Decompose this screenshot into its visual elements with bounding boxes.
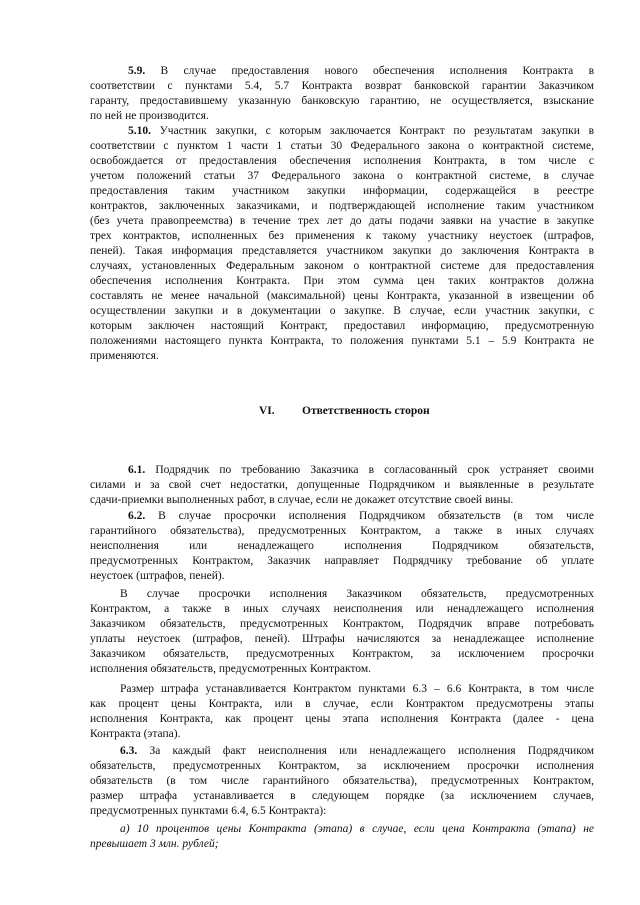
clause-number: 6.3.: [120, 745, 138, 757]
clause-number: 6.1.: [128, 464, 146, 476]
paragraph-6-2c-line-1: Размер штрафа устанавливается Контрактом пунктами 6.3 – 6.6 Контракта, в том числе: [120, 683, 594, 695]
section-heading-number: VI.: [259, 405, 275, 417]
paragraph-5-10-line-16: применяются.: [90, 350, 159, 362]
subclause-a-line-1: а) 10 процентов цены Контракта (этапа) в случае, если цена Контракта (этапа) не: [120, 823, 594, 835]
paragraph-5-10-line-9: пеней). Такая информация представляется участником закупки до заключения Контракта в: [90, 245, 594, 257]
clause-number: 6.2.: [128, 510, 146, 522]
paragraph-6-3-line-4: размер штрафа устанавливается в следующем порядке (за исключением случаев,: [90, 790, 594, 802]
clause-number: 5.10.: [128, 125, 151, 137]
paragraph-6-3-line-5: предусмотренных пунктами 6.4, 6.5 Контракта):: [90, 805, 327, 817]
paragraph-5-10-line-15: положениями настоящего пункта Контракта, то положения пунктами 5.1 – 5.9 Контракта не: [90, 335, 594, 347]
paragraph-5-10-line-12: составлять не менее начальной (максимальной) цены Контракта, указанной в извещении об: [90, 290, 594, 302]
paragraph-6-1-line-2: силами и за свой счет недостатки, допущенные Подрядчиком и выявленные в результате: [90, 479, 594, 491]
paragraph-6-3-line-2: обязательств, предусмотренных Контрактом, за исключением просрочки исполнения: [90, 760, 594, 772]
paragraph-5-9-line-3: гаранту, предоставившему указанную банковскую гарантию, не осуществляется, взыскание: [90, 95, 594, 107]
paragraph-6-2-line-3: неисполнения или ненадлежащего исполнения Подрядчиком обязательств,: [90, 540, 594, 552]
paragraph-5-9-line-2: соответствии с пунктами 5.4, 5.7 Контракта возврат банковской гарантии Заказчиком: [90, 80, 594, 92]
paragraph-6-2-line-1: 6.2. В случае просрочки исполнения Подрядчиком обязательств (в том числе: [128, 510, 594, 522]
paragraph-5-10-line-6: контрактов, заключенных заказчиками, и подтверждающей исполнение таким участником: [90, 200, 594, 212]
paragraph-6-2c-line-3: исполнения Контракта, как процент цены этапа исполнения Контракта (далее - цена: [90, 713, 594, 725]
paragraph-5-10-line-11: обеспечения исполнения Контракта. При этом сумма цен таких контрактов должна: [90, 275, 594, 287]
paragraph-6-2b-line-2: Контрактом, а также в иных случаях неисполнения или ненадлежащего исполнения: [90, 603, 594, 615]
paragraph-6-1-line-1: 6.1. Подрядчик по требованию Заказчика в согласованный срок устраняет своими: [128, 464, 594, 476]
subclause-a-line-2: превышает 3 млн. рублей;: [90, 838, 219, 850]
paragraph-6-2b-line-1: В случае просрочки исполнения Заказчиком обязательств, предусмотренных: [120, 588, 594, 600]
paragraph-6-2b-line-5: Заказчиком обязательств, предусмотренных Контрактом, за исключением просрочки: [90, 648, 594, 660]
paragraph-5-9-line-4: по ней не производится.: [90, 110, 209, 122]
paragraph-5-9-line-1: 5.9. В случае предоставления нового обеспечения исполнения Контракта в: [128, 65, 595, 77]
paragraph-5-10-line-13: осуществлении закупки и в документации о закупке. В случае, если участник закупки, с: [90, 305, 594, 317]
paragraph-5-10-line-8: трех контрактов, исполненных без применения к такому участнику неустоек (штрафов,: [90, 230, 594, 242]
paragraph-5-10-line-4: учетом положений статьи 37 Федерального закона о контрактной системе, в случае: [90, 170, 594, 182]
clause-number: 5.9.: [128, 65, 146, 77]
section-heading-title: Ответственность сторон: [302, 405, 430, 417]
paragraph-6-2-line-2: гарантийного обязательства), предусмотренных Контрактом, а также в иных случаях: [90, 525, 594, 537]
paragraph-6-2c-line-4: Контракта (этапа).: [90, 728, 181, 740]
paragraph-5-10-line-7: (без учета правопреемства) в течение трех лет до даты подачи заявки на участие в закупке: [90, 215, 594, 227]
paragraph-6-1-line-3: сдачи-приемки выполненных работ, в случае, если не докажет отсутствие своей вины.: [90, 494, 514, 506]
paragraph-6-3-line-3: обязательств (в том числе гарантийного обязательства), предусмотренных Контрактом,: [90, 775, 594, 787]
paragraph-5-10-line-5: предоставления таким участником закупки информации, содержащейся в реестре: [90, 185, 594, 197]
paragraph-6-2b-line-3: Заказчиком обязательств, предусмотренных Контрактом, Подрядчик вправе потребовать: [90, 618, 594, 630]
paragraph-5-10-line-2: соответствии с пунктом 1 части 1 статьи 30 Федерального закона о контрактной системе,: [90, 140, 594, 152]
paragraph-6-2c-line-2: как процент цены Контракта, или в случае, если Контрактом предусмотрены этапы: [90, 698, 594, 710]
paragraph-5-10-line-1: 5.10. Участник закупки, с которым заключается Контракт по результатам закупки в: [128, 125, 595, 137]
paragraph-5-10-line-3: освобождается от предоставления обеспечения исполнения Контракта, в том числе с: [90, 155, 594, 167]
paragraph-6-2-line-4: предусмотренных Контрактом, Заказчик направляет Подрядчику требование об уплате: [90, 555, 594, 567]
paragraph-6-2b-line-6: исполнения обязательств, предусмотренных Контрактом.: [90, 663, 371, 675]
paragraph-6-3-line-1: 6.3. За каждый факт неисполнения или ненадлежащего исполнения Подрядчиком: [120, 745, 595, 757]
paragraph-6-2-line-5: неустоек (штрафов, пеней).: [90, 570, 225, 582]
paragraph-5-10-line-10: случаях, установленных Федеральным законом о контрактной системе для предоставления: [90, 260, 594, 272]
paragraph-5-10-line-14: которым заключен настоящий Контракт, предоставил информацию, предусмотренную: [90, 320, 594, 332]
paragraph-6-2b-line-4: уплаты неустоек (штрафов, пеней). Штрафы начисляются за ненадлежащее исполнение: [90, 633, 594, 645]
